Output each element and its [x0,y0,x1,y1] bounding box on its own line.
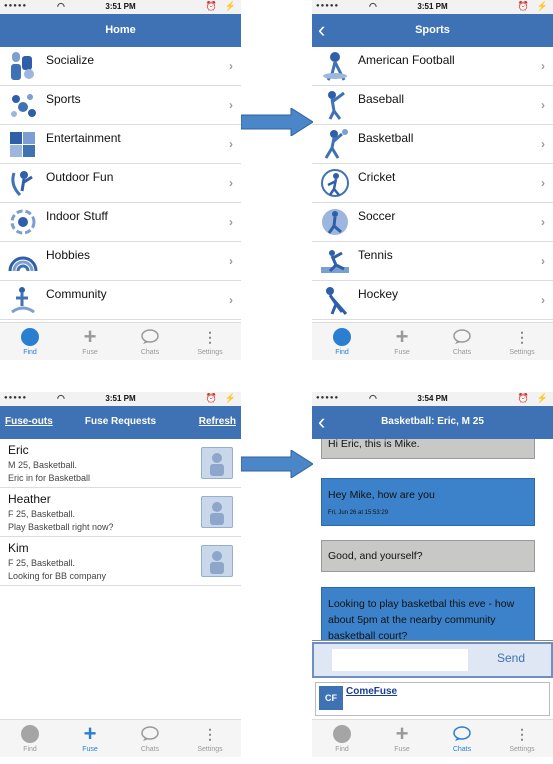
nav-bar [0,406,241,439]
tab-label: Fuse [394,746,410,753]
status-bar [312,0,553,14]
tab-label: Find [335,349,349,356]
list-item-label: Indoor Stuff [46,209,108,223]
tab-settings[interactable] [180,325,240,356]
tab-chats[interactable] [432,722,492,753]
baseball-icon [320,89,350,121]
send-button[interactable]: Send [496,651,525,665]
tab-label: Find [23,746,37,753]
request-item[interactable] [0,488,241,537]
status-bar [0,0,241,14]
chevron-right-icon: › [541,254,545,268]
list-item-hobbies[interactable] [0,242,241,281]
tab-fuse[interactable] [60,722,120,753]
tab-label: Fuse [394,349,410,356]
tab-label: Chats [452,746,472,753]
more-vertical-icon: ⋮ [515,329,529,345]
category-list [0,47,241,320]
wifi-icon: ◠ [369,1,377,11]
list-item-american-football[interactable] [312,47,553,86]
list-item-label: American Football [358,53,455,67]
battery-icon: ⚡ [224,393,236,403]
chat-bubble-icon [140,329,160,345]
list-item-label: Hobbies [46,248,91,262]
request-item[interactable] [0,537,241,586]
person-icon [202,497,232,527]
tab-chats[interactable] [120,325,180,356]
list-item-label: Outdoor Fun [46,170,114,184]
battery-icon: ⚡ [224,1,236,11]
back-arrow-icon[interactable]: ‹ [318,409,326,434]
chevron-right-icon: › [229,176,233,190]
list-item-sports[interactable] [0,86,241,125]
request-name: Kim [8,541,29,555]
chevron-right-icon: › [541,293,545,307]
status-time: 3:51 PM [417,2,448,11]
find-icon [333,328,351,346]
refresh-link[interactable]: Refresh [198,416,236,427]
tab-bar [0,719,241,757]
back-arrow-icon[interactable]: ‹ [318,17,326,42]
list-item-baseball[interactable] [312,86,553,125]
ad-banner[interactable] [315,682,550,716]
chevron-right-icon: › [229,215,233,229]
message-bubble [321,478,535,526]
tab-label: Chats [140,349,160,356]
sports-screen [312,0,553,360]
chat-bubble-icon [452,329,472,345]
tab-bar [0,322,241,360]
list-item-socialize[interactable] [0,47,241,86]
battery-icon: ⚡ [536,1,548,11]
request-list [0,439,241,586]
alarm-icon: ⏰ [205,1,217,11]
alarm-icon: ⏰ [517,393,529,403]
list-item-soccer[interactable] [312,203,553,242]
chevron-right-icon: › [229,293,233,307]
chevron-right-icon: › [229,254,233,268]
plus-icon: + [83,324,97,349]
chevron-right-icon: › [229,59,233,73]
tab-find[interactable] [0,325,60,356]
soccer-icon [320,206,350,238]
sports-icon [8,89,38,121]
swirl-icon [8,206,38,238]
comefuse-logo: CF [319,686,343,710]
list-item-tennis[interactable] [312,242,553,281]
list-item-label: Socialize [46,53,95,67]
message-bubble [321,540,535,572]
tab-label: Find [335,746,349,753]
tab-label: Fuse [82,746,98,753]
person-icon [202,448,232,478]
page-title: Basketball: Eric, M 25 [381,416,484,427]
chat-screen [312,392,553,757]
cricket-icon [320,167,350,199]
tab-label: Chats [140,746,160,753]
list-item-label: Entertainment [46,131,121,145]
status-time: 3:51 PM [105,394,136,403]
status-bar [312,392,553,406]
tab-label: Settings [509,746,535,753]
find-icon [333,725,351,743]
list-item-outdoor-fun[interactable] [0,164,241,203]
tab-label: Settings [509,349,535,356]
tab-label: Settings [197,746,223,753]
tab-chats[interactable] [432,325,492,356]
page-title: Sports [415,24,450,36]
community-icon [8,284,38,316]
chevron-right-icon: › [541,215,545,229]
more-vertical-icon: ⋮ [203,329,217,345]
status-time: 3:51 PM [105,2,136,11]
flow-arrow-icon [241,450,313,478]
flow-arrow-icon [241,108,313,136]
request-details: F 25, Basketball. [8,509,76,519]
chat-bubble-icon [452,726,472,742]
sun-person-icon [8,167,38,199]
chevron-right-icon: › [229,137,233,151]
message-bubble [321,587,535,641]
tennis-icon [320,245,350,277]
chat-bubble-icon [140,726,160,742]
list-item-basketball[interactable] [312,125,553,164]
request-message: Eric in for Basketball [8,473,91,483]
request-message: Looking for BB company [8,571,107,581]
message-list[interactable] [312,439,553,641]
list-item-label: Hockey [358,287,399,301]
request-message: Play Basketball right now? [8,522,114,532]
find-icon [21,725,39,743]
compose-bar [312,642,553,678]
request-details: M 25, Basketball. [8,460,78,470]
tab-settings[interactable] [180,722,240,753]
plus-icon: + [83,721,97,746]
wifi-icon: ◠ [57,1,65,11]
sports-list [312,47,553,320]
list-item-label: Basketball [358,131,414,145]
tab-settings[interactable] [492,722,552,753]
message-text: Hi Eric, this is Mike. [328,439,420,450]
more-vertical-icon: ⋮ [203,726,217,742]
nav-bar [312,406,553,439]
list-item-label: Community [46,287,107,301]
ad-link[interactable]: ComeFuse [346,686,398,697]
puzzle-icon [8,128,38,160]
wifi-icon: ◠ [369,393,377,403]
chevron-right-icon: › [229,98,233,112]
fuse-requests-screen [0,392,241,757]
plus-icon: + [395,324,409,349]
message-text: Looking to play basketbal this eve - how about 5pm at the nearby community basketball court? [328,598,515,641]
fuse-outs-link[interactable]: Fuse-outs [5,416,53,427]
page-title: Home [105,24,136,36]
chevron-right-icon: › [541,59,545,73]
avatar[interactable] [201,496,233,528]
tab-label: Settings [197,349,223,356]
message-timestamp: Fri, Jun 26 at 15:53:29 [328,510,389,516]
tab-label: Fuse [82,349,98,356]
signal-icon: ●●●●● [4,395,28,401]
list-item-cricket[interactable] [312,164,553,203]
list-item-label: Sports [46,92,81,106]
more-vertical-icon: ⋮ [515,726,529,742]
tab-fuse[interactable] [60,325,120,356]
tab-label: Chats [452,349,472,356]
message-input[interactable] [332,649,468,671]
status-bar [0,392,241,406]
home-screen [0,0,241,360]
people-icon [8,50,38,82]
message-bubble [321,439,535,459]
tab-chats[interactable] [120,722,180,753]
chevron-right-icon: › [541,98,545,112]
tab-find[interactable] [312,722,372,753]
avatar[interactable] [201,447,233,479]
plus-icon: + [395,721,409,746]
tab-bar [312,322,553,360]
tab-fuse[interactable] [372,722,432,753]
find-icon [21,328,39,346]
message-text: Hey Mike, how are you [328,489,435,501]
request-item[interactable] [0,439,241,488]
football-icon [320,50,350,82]
nav-bar [312,14,553,47]
person-icon [202,546,232,576]
wifi-icon: ◠ [57,393,65,403]
alarm-icon: ⏰ [205,393,217,403]
status-time: 3:54 PM [417,394,448,403]
list-item-indoor-stuff[interactable] [0,203,241,242]
page-title: Fuse Requests [84,416,157,427]
list-item-label: Cricket [358,170,396,184]
chevron-right-icon: › [541,176,545,190]
list-item-label: Tennis [358,248,393,262]
tab-bar [312,719,553,757]
chevron-right-icon: › [541,137,545,151]
tab-find[interactable] [312,325,372,356]
message-text: Good, and yourself? [328,550,423,562]
request-name: Eric [8,443,29,457]
list-item-entertainment[interactable] [0,125,241,164]
avatar[interactable] [201,545,233,577]
nav-bar [0,14,241,47]
basketball-icon [320,128,350,160]
tab-fuse[interactable] [372,325,432,356]
signal-icon: ●●●●● [316,395,340,401]
tab-label: Find [23,349,37,356]
tab-find[interactable] [0,722,60,753]
list-item-community[interactable] [0,281,241,320]
signal-icon: ●●●●● [316,3,340,9]
battery-icon: ⚡ [536,393,548,403]
request-name: Heather [8,492,51,506]
rainbow-icon [8,245,38,277]
request-details: F 25, Basketball. [8,558,76,568]
list-item-hockey[interactable] [312,281,553,320]
hockey-icon [320,284,350,316]
list-item-label: Baseball [358,92,405,106]
tab-settings[interactable] [492,325,552,356]
alarm-icon: ⏰ [517,1,529,11]
signal-icon: ●●●●● [4,3,28,9]
list-item-label: Soccer [358,209,396,223]
